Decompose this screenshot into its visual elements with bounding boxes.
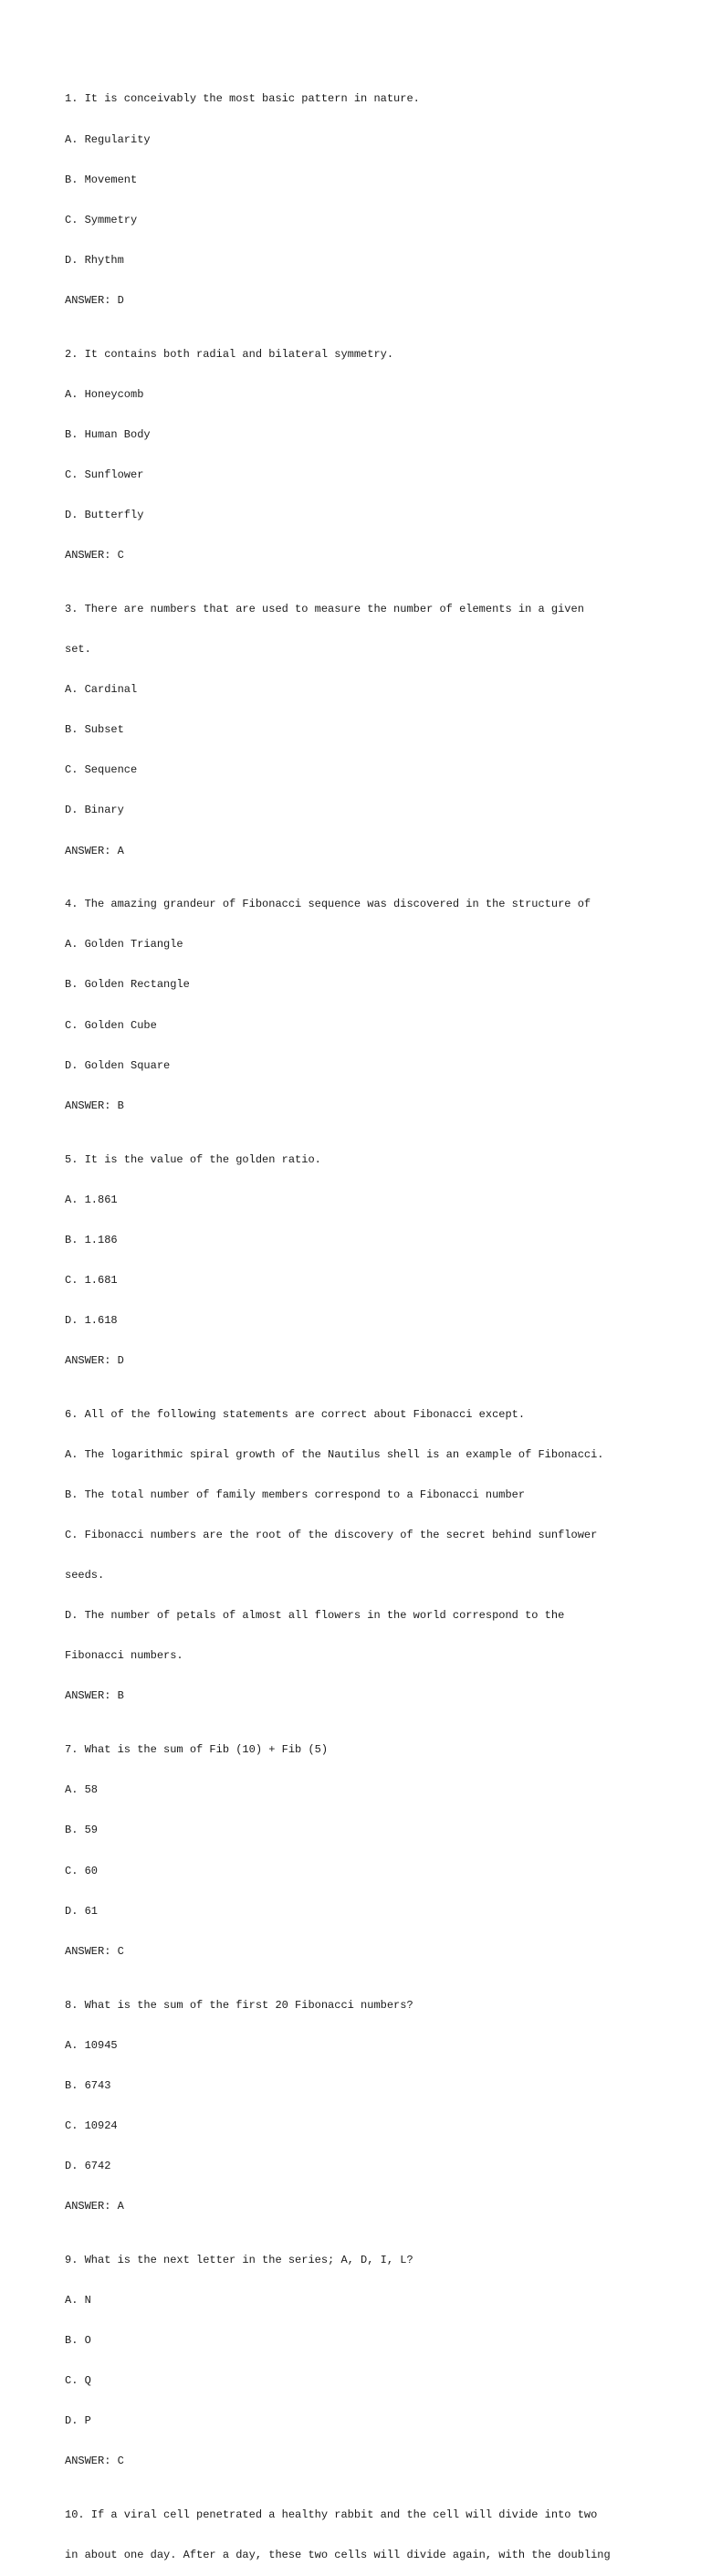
question-6-text: 6. All of the following statements are correct about Fibonacci except.	[65, 1407, 526, 1421]
question-8-option-d: D. 6742	[65, 2159, 111, 2172]
question-4-option-a: A. Golden Triangle	[65, 938, 183, 952]
question-1-text: 1. It is conceivably the most basic pattern in nature.	[65, 92, 420, 106]
question-8-answer: ANSWER: A	[65, 2200, 124, 2213]
question-8-option-a: A. 10945	[65, 2038, 118, 2052]
question-7-option-c: C. 60	[65, 1864, 99, 1877]
question-9-option-d: D. P	[65, 2414, 91, 2428]
question-7-option-a: A. 58	[65, 1783, 99, 1797]
question-4-option-b: B. Golden Rectangle	[65, 978, 190, 992]
question-3-option-a: A. Cardinal	[65, 683, 138, 697]
question-9-answer: ANSWER: C	[65, 2455, 124, 2468]
question-4-answer: ANSWER: B	[65, 1099, 124, 1112]
question-4-text: 4. The amazing grandeur of Fibonacci sequence was discovered in the structure of	[65, 898, 591, 911]
question-5-text: 5. It is the value of the golden ratio.	[65, 1152, 321, 1166]
question-5-option-b: B. 1.186	[65, 1233, 118, 1246]
question-8-text: 8. What is the sum of the first 20 Fibonacci numbers?	[65, 1998, 413, 2012]
question-2-option-d: D. Butterfly	[65, 509, 144, 522]
question-6-option-d-cont: Fibonacci numbers.	[65, 1649, 183, 1663]
question-5-option-a: A. 1.861	[65, 1193, 118, 1206]
question-4-option-d: D. Golden Square	[65, 1058, 171, 1072]
question-9-text: 9. What is the next letter in the series; A, D, I, L?	[65, 2253, 413, 2266]
question-5-option-c: C. 1.681	[65, 1273, 118, 1287]
question-1-option-c: C. Symmetry	[65, 213, 138, 226]
document-body	[65, 66, 649, 2576]
question-2-option-c: C. Sunflower	[65, 468, 144, 481]
question-10-text: 10. If a viral cell penetrated a healthy rabbit and the cell will divide into two	[65, 2508, 598, 2522]
question-1-option-a: A. Regularity	[65, 132, 151, 146]
question-10-text-cont: in about one day. After a day, these two cells will divide again, with the doubling	[65, 2549, 611, 2562]
question-2-option-a: A. Honeycomb	[65, 387, 144, 401]
question-7-option-b: B. 59	[65, 1824, 99, 1837]
question-9-option-c: C. Q	[65, 2374, 91, 2388]
question-5-option-d: D. 1.618	[65, 1313, 118, 1327]
question-6-option-c: C. Fibonacci numbers are the root of the discovery of the secret behind sunflower	[65, 1529, 598, 1542]
question-1-option-b: B. Movement	[65, 173, 138, 186]
question-3-option-d: D. Binary	[65, 804, 124, 817]
question-7-option-d: D. 61	[65, 1904, 99, 1918]
question-3-text-cont: set.	[65, 643, 91, 657]
question-4-option-c: C. Golden Cube	[65, 1018, 157, 1032]
question-7-text: 7. What is the sum of Fib (10) + Fib (5)	[65, 1743, 329, 1757]
question-3-option-b: B. Subset	[65, 723, 124, 737]
question-6-option-a: A. The logarithmic spiral growth of the Nautilus shell is an example of Fibonacci.	[65, 1447, 604, 1461]
question-3-answer: ANSWER: A	[65, 844, 124, 857]
question-2-option-b: B. Human Body	[65, 427, 151, 441]
question-8-option-b: B. 6743	[65, 2078, 111, 2092]
question-3-text: 3. There are numbers that are used to measure the number of elements in a given	[65, 602, 584, 615]
question-6-option-c-cont: seeds.	[65, 1569, 105, 1582]
question-5-answer: ANSWER: D	[65, 1354, 124, 1368]
question-9-option-b: B. O	[65, 2334, 91, 2347]
question-6-option-d: D. The number of petals of almost all flowers in the world correspond to the	[65, 1609, 565, 1623]
question-8-option-c: C. 10924	[65, 2119, 118, 2132]
question-3-option-c: C. Sequence	[65, 763, 138, 777]
question-6-option-b: B. The total number of family members correspond to a Fibonacci number	[65, 1488, 526, 1502]
question-6-answer: ANSWER: B	[65, 1689, 124, 1703]
question-2-text: 2. It contains both radial and bilateral symmetry.	[65, 347, 394, 361]
question-1-answer: ANSWER: D	[65, 293, 124, 307]
question-9-option-a: A. N	[65, 2293, 91, 2307]
question-1-option-d: D. Rhythm	[65, 253, 124, 267]
question-2-answer: ANSWER: C	[65, 549, 124, 563]
question-7-answer: ANSWER: C	[65, 1944, 124, 1958]
